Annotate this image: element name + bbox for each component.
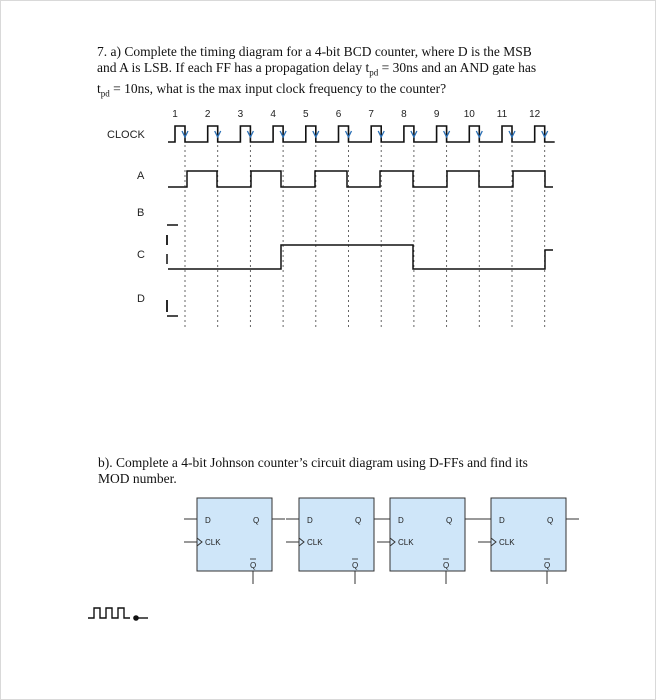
signal-label-d: D [137,293,145,305]
ff4-qbar-label: Q [544,561,551,570]
d-flipflop-3[interactable] [377,498,478,584]
ff1-q-label: Q [253,516,260,525]
clock-number: 2 [204,109,211,120]
clock-falling-edge-arrows [182,131,548,137]
ff2-q-label: Q [355,516,362,525]
d-flipflop-2[interactable] [286,498,387,584]
d-flipflop-1[interactable] [184,498,285,584]
ff3-q-label: Q [446,516,453,525]
ff2-qbar-label: Q [352,561,359,570]
clock-number: 12 [529,109,541,120]
clock-number: 8 [401,109,407,120]
question-7a-line2 [97,60,536,81]
signal-label-b: B [137,207,145,219]
signal-label-a: A [137,170,145,182]
ff1-clk-label: CLK [205,538,221,547]
johnson-counter-diagram [0,492,656,612]
clock-number: 5 [303,109,309,120]
clock-numbers [172,109,540,120]
waveform-c [168,245,553,269]
line3-rest: = 10ns, what is the max input clock frequency to the counter? [109,80,447,96]
clock-number: 7 [368,109,374,120]
question-7a-line1: 7. a) Complete the timing diagram for a 4-bit BCD counter, where D is the MSB [97,44,532,59]
question-7a [97,44,536,101]
ff3-clk-label: CLK [398,538,414,547]
question-7b-line1: b). Complete a 4-bit Johnson counter’s circuit diagram using D-FFs and find its [98,455,528,470]
line2-rest: = 30ns and an AND gate has [378,60,537,75]
ff4-d-label: D [499,516,505,525]
clock-waveform [168,126,555,142]
ff4-clk-label: CLK [499,538,515,547]
square-wave-icon [88,608,130,618]
timing-diagram [0,100,656,440]
question-7b [98,455,528,487]
ff1-d-label: D [205,516,211,525]
line3-sub: pd [100,88,110,99]
clock-number: 9 [433,109,440,120]
clock-number: 10 [463,109,475,120]
waveform-a [168,171,553,187]
ff4-q-label: Q [547,516,554,525]
line2-text: and A is LSB. If each FF has a propagation delay t [97,60,370,75]
signal-label-clock: CLOCK [107,129,145,141]
question-7a-line3 [97,81,536,102]
ff3-qbar-label: Q [443,561,450,570]
signal-label-c: C [137,249,145,261]
clock-source-symbol[interactable] [86,598,166,628]
clock-number: 6 [335,109,342,120]
d-flipflop-4[interactable] [478,498,579,584]
clock-number: 3 [237,109,244,120]
ff2-clk-label: CLK [307,538,323,547]
clock-number: 1 [172,109,178,120]
question-7b-line2: MOD number. [98,471,177,486]
clock-guide-lines [185,140,545,328]
ff1-qbar-label: Q [250,561,257,570]
line2-sub: pd [369,67,379,78]
ff2-d-label: D [307,516,313,525]
clock-number: 11 [496,109,508,120]
line3-t: t [97,80,101,96]
clock-number: 4 [270,109,276,120]
ff3-d-label: D [398,516,404,525]
